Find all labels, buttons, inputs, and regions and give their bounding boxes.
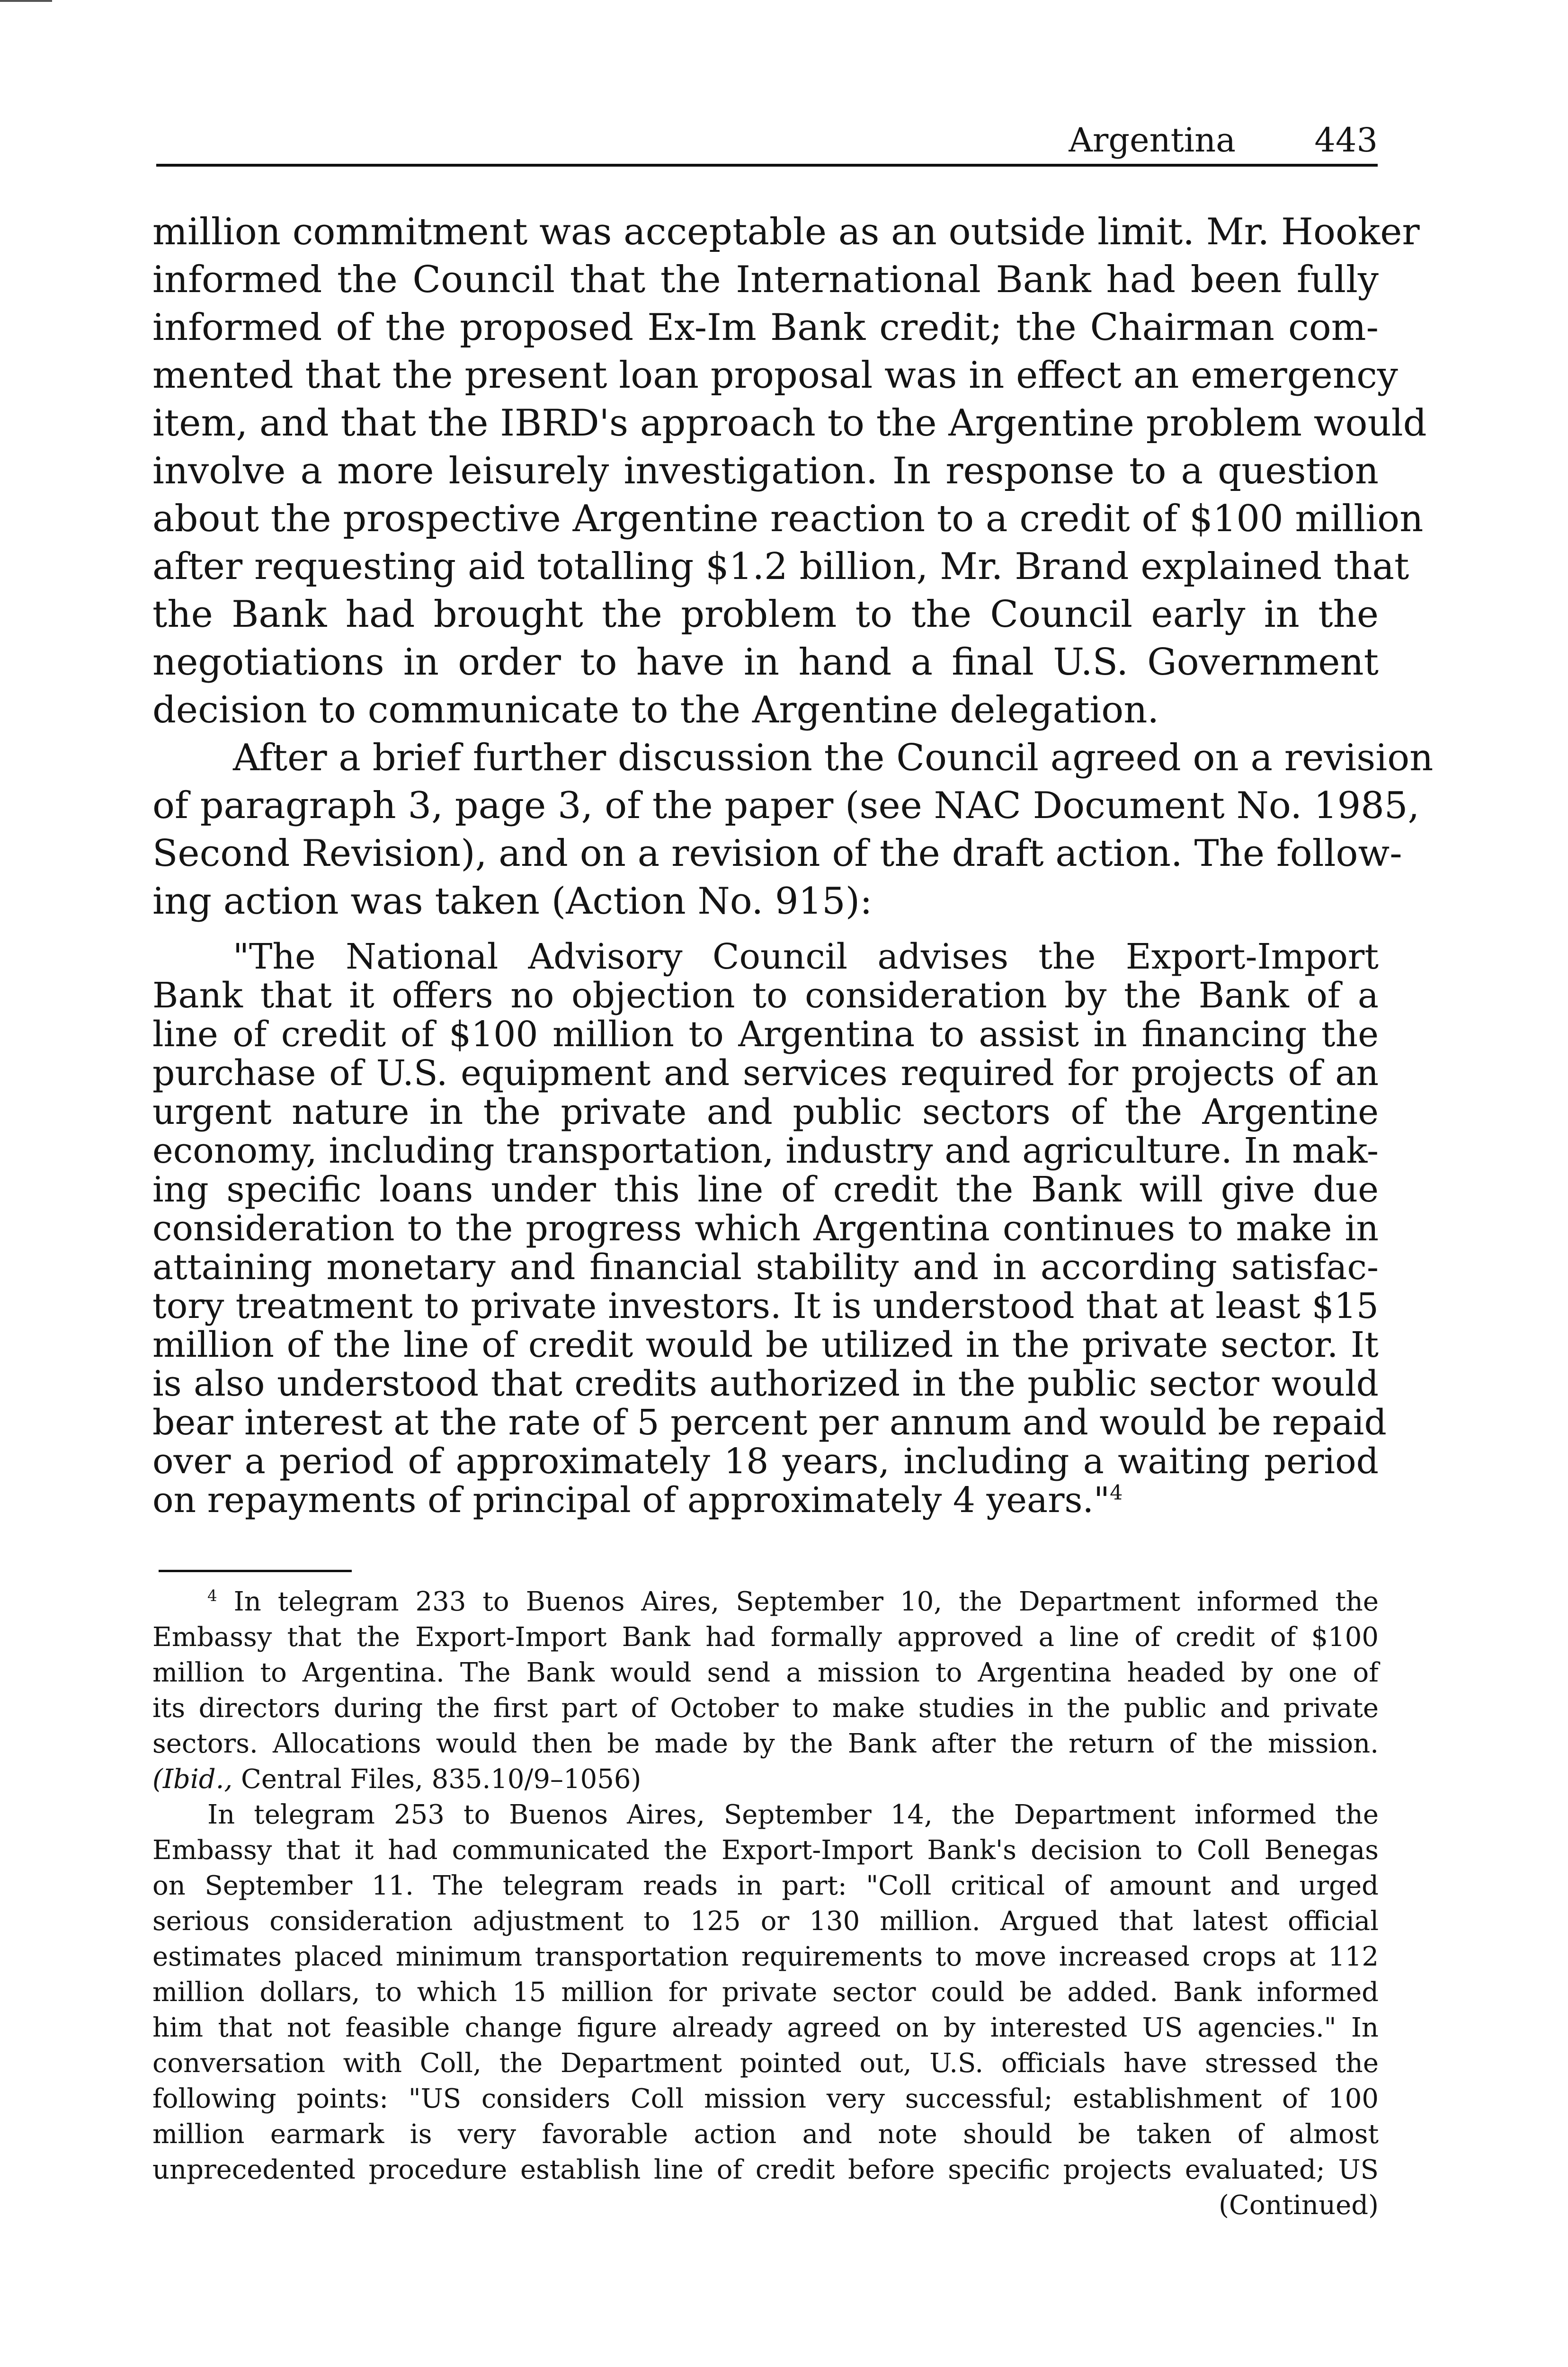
body-line: the Bank had brought the problem to the Council early in the [152, 593, 1379, 636]
quote-line: consideration to the progress which Argentina continues to make in [152, 1208, 1379, 1249]
footnote-line: $^4$ In telegram 233 to Buenos Aires, September 10, the Department informed the [207, 1586, 1379, 1617]
quote-line: Bank that it offers no objection to consideration by the Bank of a [152, 975, 1379, 1016]
body-line: about the prospective Argentine reaction to a credit of $100 million [152, 498, 1424, 540]
quote-line: attaining monetary and financial stability and in according satisfac- [152, 1247, 1379, 1288]
running-header [156, 118, 1378, 167]
body-line: After a brief further discussion the Council agreed on a revision [233, 737, 1434, 779]
quote-line: urgent nature in the private and public sectors of the Argentine [152, 1092, 1379, 1132]
quote-line: purchase of U.S. equipment and services required for projects of an [152, 1053, 1379, 1094]
footnote-line: Embassy that it had communicated the Export-Import Bank's decision to Coll Benegas [152, 1835, 1379, 1866]
footnote-line: following points: "US considers Coll mission very successful; establishment of 100 [152, 2083, 1379, 2114]
body-line: negotiations in order to have in hand a final U.S. Government [152, 641, 1379, 684]
footnote-marker: 4 [207, 1586, 217, 1605]
quote-line: tory treatment to private investors. It is understood that at least $15 [152, 1286, 1379, 1326]
continued-label: (Continued) [1219, 2190, 1379, 2221]
quote-line: economy, including transportation, industry and agriculture. In mak- [152, 1130, 1379, 1171]
page-number: 443 [1314, 121, 1378, 160]
quote-line: ing specific loans under this line of credit the Bank will give due [152, 1169, 1379, 1210]
footnote-line: million dollars, to which 15 million for private sector could be added. Bank informed [152, 1977, 1379, 2008]
body-line: after requesting aid totalling $1.2 billion, Mr. Brand explained that [152, 545, 1409, 588]
body-line: informed of the proposed Ex-Im Bank credit; the Chairman com- [152, 306, 1379, 349]
footnote-line: million earmark is very favorable action and note should be taken of almost [152, 2119, 1379, 2150]
body-line: involve a more leisurely investigation. In response to a question [152, 450, 1379, 492]
footnote-line: its directors during the first part of October to make studies in the public and private [152, 1693, 1379, 1724]
footnote-marker: 4 [1110, 1481, 1123, 1505]
footnote-line: In telegram 253 to Buenos Aires, September 14, the Department informed the [207, 1799, 1379, 1830]
quote-line: is also understood that credits authorized in the public sector would [152, 1363, 1379, 1404]
footnote-line: Embassy that the Export-Import Bank had formally approved a line of credit of $100 [152, 1622, 1379, 1653]
footnote-line: him that not feasible change figure already agreed on by interested US agencies." In [152, 2012, 1379, 2043]
body-line: mented that the present loan proposal was in effect an emergency [152, 354, 1398, 397]
footnote-line: conversation with Coll, the Department pointed out, U.S. officials have stressed the [152, 2048, 1379, 2079]
running-header-title: Argentina [1069, 121, 1236, 160]
quote-line: bear interest at the rate of 5 percent per annum and would be repaid [152, 1402, 1387, 1443]
body-line: decision to communicate to the Argentine delegation. [152, 689, 1159, 731]
body-line: informed the Council that the International Bank had been fully [152, 258, 1379, 301]
body-line: item, and that the IBRD's approach to the Argentine problem would [152, 402, 1427, 445]
body-line: ing action was taken (Action No. 915): [152, 880, 873, 923]
footnote-line: on September 11. The telegram reads in part: "Coll critical of amount and urged [152, 1870, 1379, 1901]
footnote-line: million to Argentina. The Bank would send a mission to Argentina headed by one of [152, 1657, 1379, 1688]
footnote-rule [159, 1570, 352, 1572]
body-line: million commitment was acceptable as an outside limit. Mr. Hooker [152, 211, 1420, 253]
scan-corner-mark [0, 0, 52, 2]
footnote-line: (Ibid., Central Files, 835.10/9–1056) [152, 1764, 641, 1795]
quote-line: over a period of approximately 18 years, including a waiting period [152, 1441, 1379, 1482]
quote-line: line of credit of $100 million to Argentina to assist in financing the [152, 1014, 1379, 1055]
footnote-line: sectors. Allocations would then be made by the Bank after the return of the mission. [152, 1728, 1379, 1759]
body-line: Second Revision), and on a revision of the draft action. The follow- [152, 832, 1402, 875]
quote-line: "The National Advisory Council advises the Export-Import [233, 936, 1379, 977]
footnote-line: serious consideration adjustment to 125 or 130 million. Argued that latest official [152, 1906, 1379, 1937]
footnote-line: estimates placed minimum transportation requirements to move increased crops at 112 [152, 1941, 1379, 1972]
body-line: of paragraph 3, page 3, of the paper (see NAC Document No. 1985, [152, 784, 1420, 827]
quote-line: on repayments of principal of approximately 4 years."$^4$ [152, 1480, 1123, 1521]
quote-line: million of the line of credit would be utilized in the private sector. It [152, 1325, 1379, 1365]
footnote-line: unprecedented procedure establish line of credit before specific projects evaluated; US [152, 2154, 1379, 2185]
